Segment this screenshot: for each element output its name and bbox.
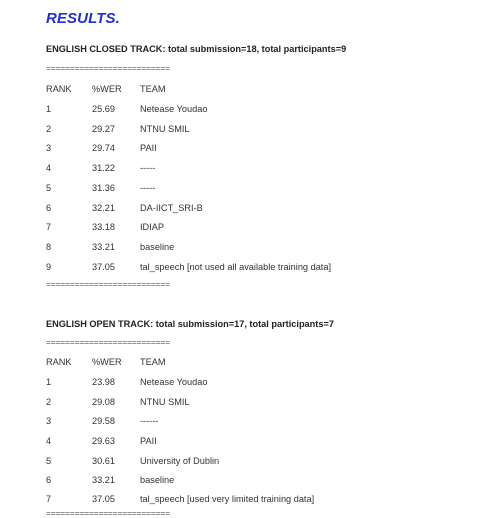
rank-cell: 7	[46, 494, 52, 504]
team-cell: NTNU SMIL	[140, 124, 190, 134]
team-cell: IDIAP	[140, 222, 164, 232]
team-cell: NTNU SMIL	[140, 397, 190, 407]
wer-cell: 31.22	[92, 163, 115, 173]
wer-column-header: %WER	[92, 357, 122, 367]
team-cell: Netease Youdao	[140, 104, 208, 114]
wer-cell: 33.18	[92, 222, 115, 232]
team-cell: DA-IICT_SRI-B	[140, 203, 203, 213]
rank-cell: 5	[46, 456, 52, 466]
rank-column-header: RANK	[46, 84, 72, 94]
team-cell: -----	[140, 163, 156, 173]
rank-cell: 3	[46, 416, 52, 426]
team-cell: baseline	[140, 242, 175, 252]
team-cell: PAII	[140, 143, 157, 153]
team-cell: baseline	[140, 475, 175, 485]
page-title: RESULTS.	[46, 10, 120, 27]
open-track-separator-bottom: ==========================	[46, 508, 170, 518]
team-cell: tal_speech [used very limited training data]	[140, 494, 315, 504]
rank-cell: 4	[46, 436, 52, 446]
wer-cell: 25.69	[92, 104, 115, 114]
rank-cell: 9	[46, 262, 52, 272]
open-track-title: ENGLISH OPEN TRACK: total submission=17, total participants=7	[46, 319, 334, 329]
rank-column-header: RANK	[46, 357, 72, 367]
rank-cell: 1	[46, 104, 52, 114]
rank-cell: 6	[46, 475, 52, 485]
team-cell: PAII	[140, 436, 157, 446]
wer-cell: 30.61	[92, 456, 115, 466]
rank-cell: 7	[46, 222, 52, 232]
wer-cell: 33.21	[92, 242, 115, 252]
rank-cell: 2	[46, 124, 52, 134]
rank-cell: 6	[46, 203, 52, 213]
team-cell: Netease Youdao	[140, 377, 208, 387]
wer-cell: 23.98	[92, 377, 115, 387]
wer-cell: 31.36	[92, 183, 115, 193]
closed-track-title: ENGLISH CLOSED TRACK: total submission=18, total participants=9	[46, 44, 347, 54]
open-track-separator-top: ==========================	[46, 337, 170, 347]
team-cell: tal_speech [not used all available training data]	[140, 262, 332, 272]
wer-column-header: %WER	[92, 84, 122, 94]
rank-cell: 3	[46, 143, 52, 153]
wer-cell: 32.21	[92, 203, 115, 213]
wer-cell: 37.05	[92, 494, 115, 504]
wer-cell: 33.21	[92, 475, 115, 485]
rank-cell: 8	[46, 242, 52, 252]
wer-cell: 29.27	[92, 124, 115, 134]
team-column-header: TEAM	[140, 84, 166, 94]
closed-track-separator-top: ==========================	[46, 63, 170, 73]
wer-cell: 29.08	[92, 397, 115, 407]
closed-track-separator-bottom: ==========================	[46, 279, 170, 289]
rank-cell: 4	[46, 163, 52, 173]
team-cell: ------	[140, 416, 159, 426]
rank-cell: 5	[46, 183, 52, 193]
team-cell: -----	[140, 183, 156, 193]
wer-cell: 29.58	[92, 416, 115, 426]
rank-cell: 1	[46, 377, 52, 387]
wer-cell: 37.05	[92, 262, 115, 272]
wer-cell: 29.74	[92, 143, 115, 153]
team-column-header: TEAM	[140, 357, 166, 367]
rank-cell: 2	[46, 397, 52, 407]
wer-cell: 29.63	[92, 436, 115, 446]
team-cell: University of Dublin	[140, 456, 220, 466]
